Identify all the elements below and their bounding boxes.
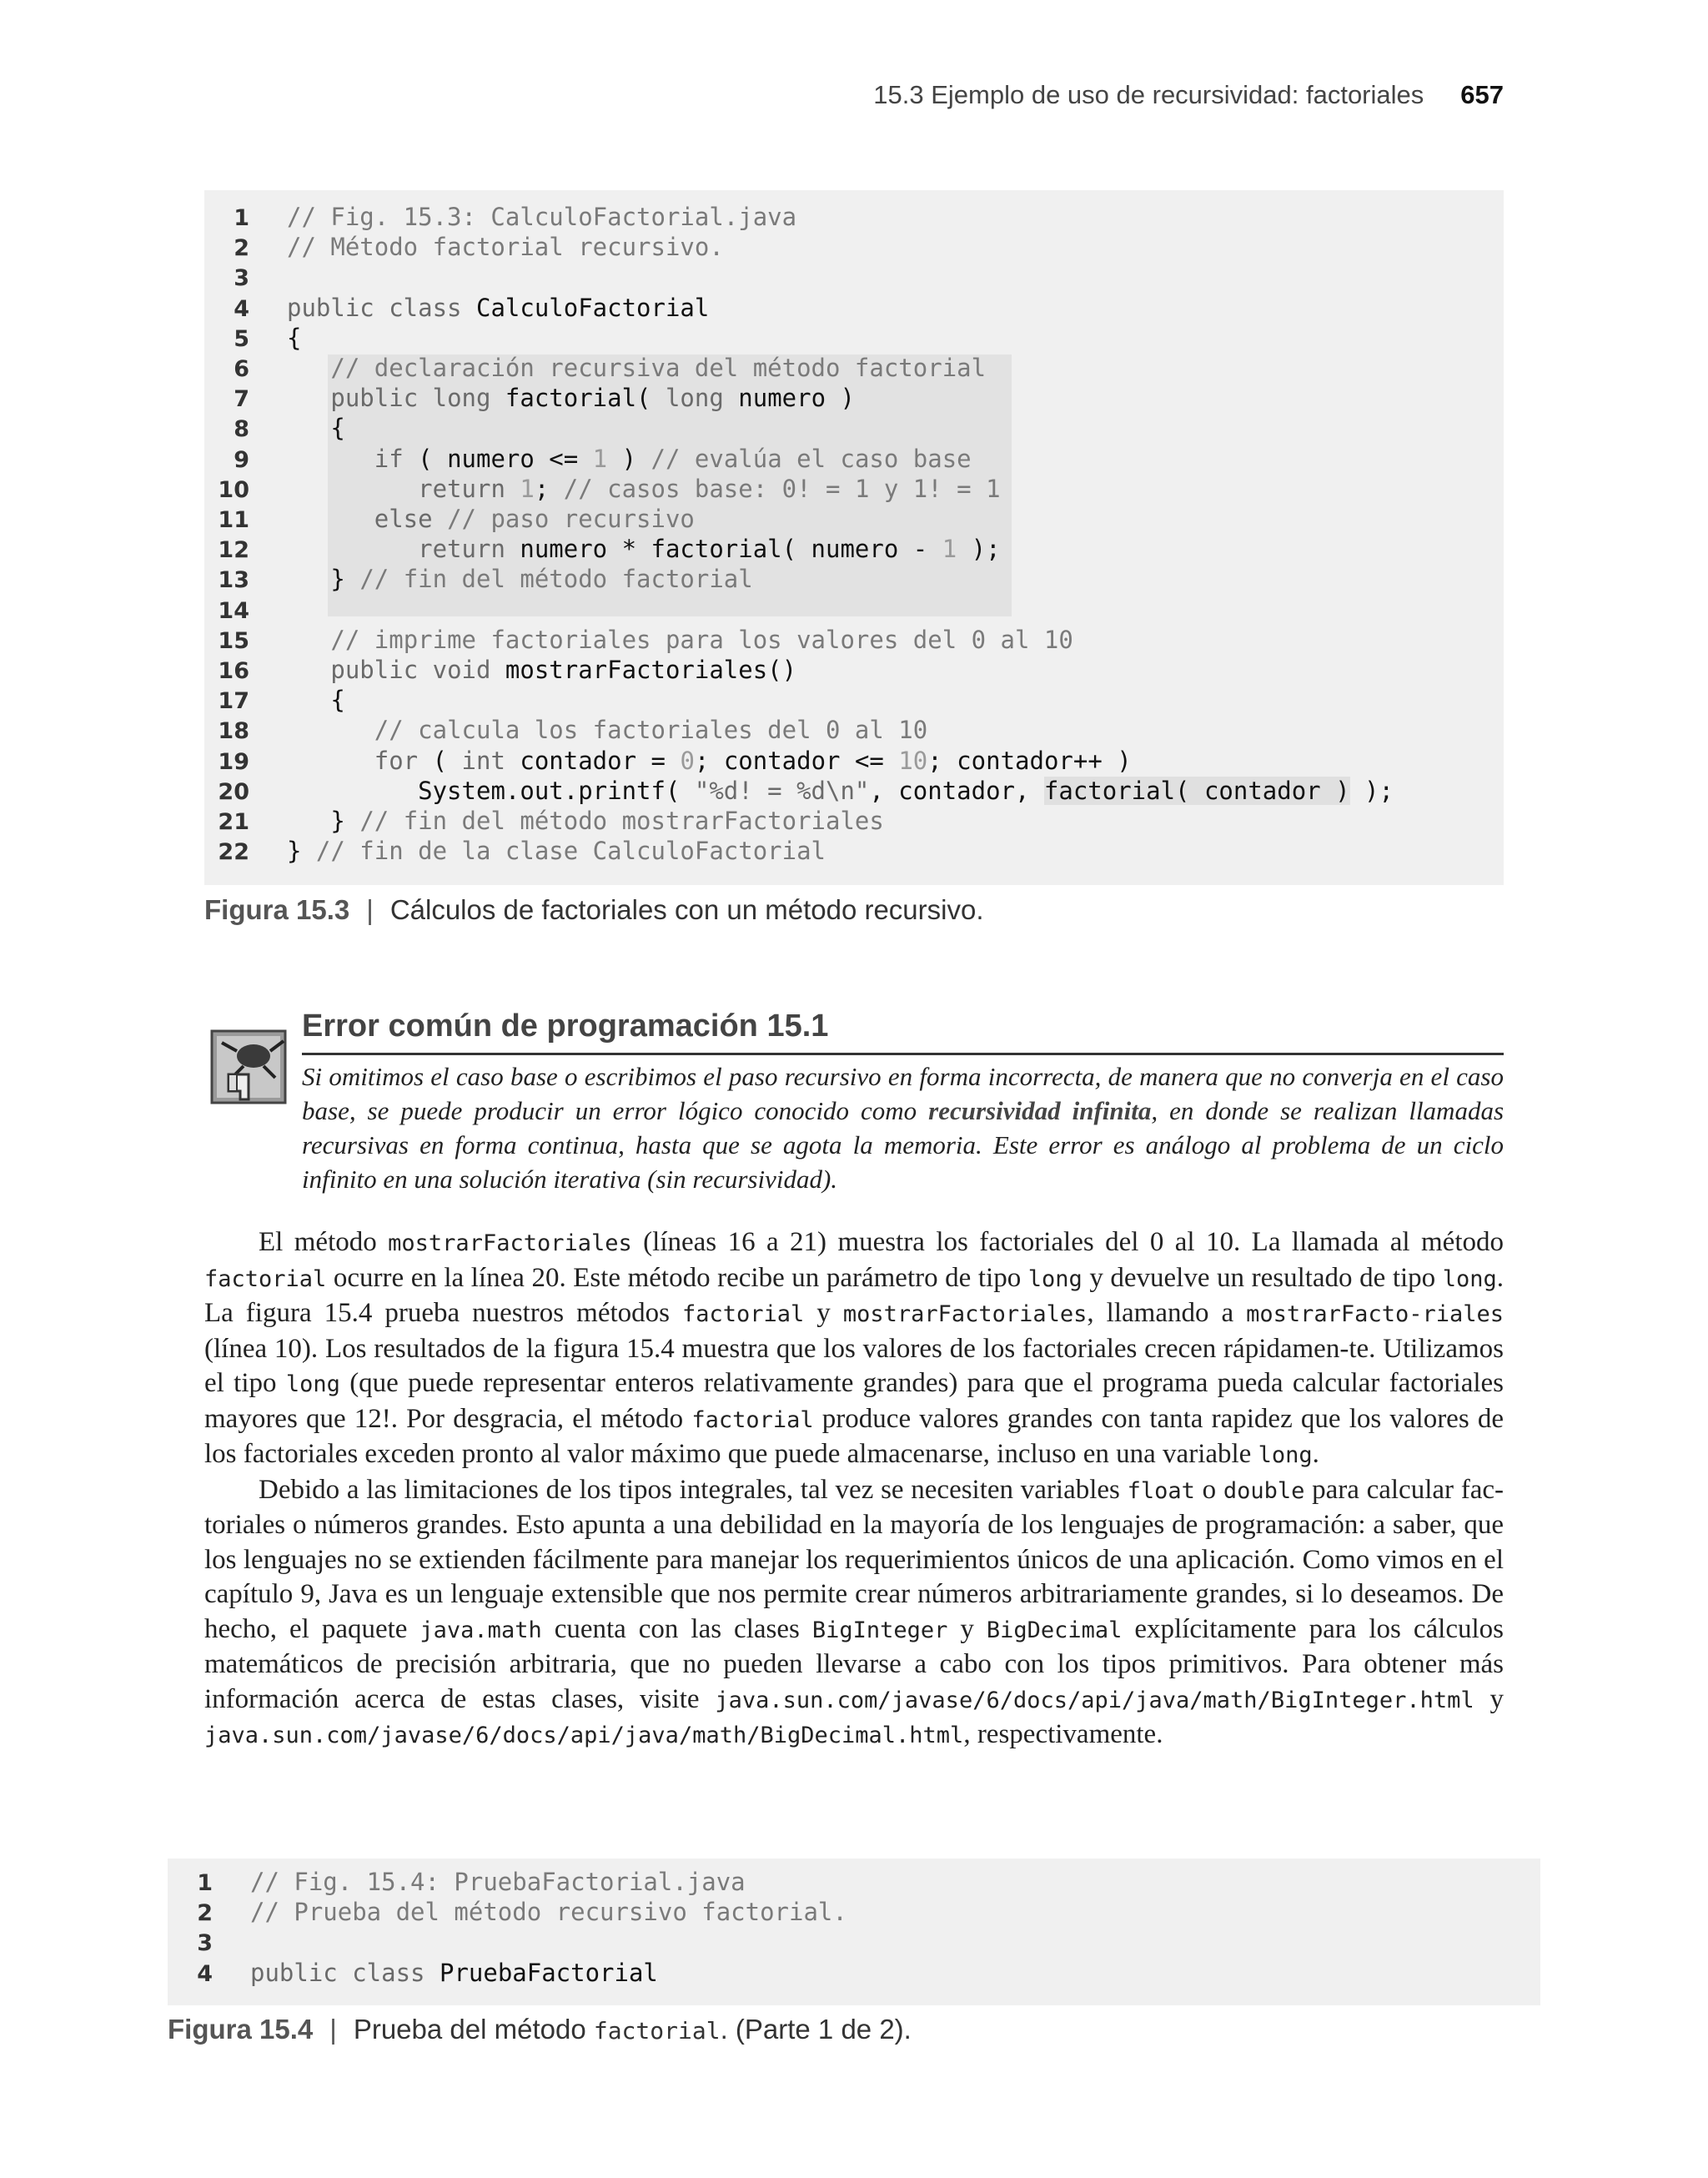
line-number: 6 bbox=[234, 356, 249, 382]
code-text: return 1; // casos base: 0! = 1 y 1! = 1 bbox=[418, 474, 1001, 503]
code-text: { bbox=[330, 414, 345, 443]
code-text: // Método factorial recursivo. bbox=[287, 233, 724, 262]
paragraph-1: El método mostrarFactoriales (líneas 16 a 21) muestra los factoriales del 0 al 10. La llamada al método factorial ocurre en la línea 20. Este método recibe un parámetro de tipo long y devuelve un resultado de tipo long. La figura 15.4 prueba nuestros métodos factorial y mostrarFactoriales, llamando a mostrarFacto-riales (línea 10). Los resultados de la figura 15.4 muestra que los valores de los factoriales crecen rápidamen-te. Utilizamos el tipo long (que puede representar enteros relativamente grandes) para que el programa pueda calcular factoriales mayores que 12!. Por desgracia, el método factorial produce valores grandes con tanta rapidez que los valores de los factoriales exceden pronto al valor máximo que puede almacenarse, incluso en una variable long. bbox=[204, 1227, 1505, 1469]
code-line bbox=[204, 836, 826, 866]
code-line bbox=[204, 746, 1132, 776]
code-line bbox=[168, 1867, 746, 1897]
error-box-text: Si omitimos el caso base o escribimos el paso recursivo en forma incorrecta, de manera que no converja en el caso base, se puede producir un error lógico conocido como recursividad infinita, en donde se realizan llamadas recursivas en forma continua, hasta que se agota la memoria. Este error es análogo al problema de un ciclo infinito en una solución iterativa (sin recursividad). bbox=[302, 1062, 1505, 1194]
line-number: 18 bbox=[218, 718, 249, 745]
code-line bbox=[204, 232, 724, 262]
code-line bbox=[204, 715, 927, 745]
code-line bbox=[168, 1927, 250, 1957]
code-line bbox=[204, 625, 1073, 655]
code-line bbox=[204, 685, 345, 715]
code-text: // Fig. 15.4: PruebaFactorial.java bbox=[250, 1868, 746, 1896]
line-number: 17 bbox=[218, 688, 249, 715]
code-text: public void mostrarFactoriales() bbox=[330, 656, 797, 684]
code-line bbox=[168, 1897, 847, 1927]
line-number: 20 bbox=[218, 778, 249, 805]
section-title: 15.3 Ejemplo de uso de recursividad: factoriales bbox=[873, 80, 1424, 109]
code-text: else // paso recursivo bbox=[374, 505, 695, 533]
line-number: 9 bbox=[234, 446, 249, 473]
line-number: 1 bbox=[197, 1870, 213, 1896]
line-number: 3 bbox=[197, 1930, 213, 1957]
figure-caption-text: Cálculos de factoriales con un método recursivo. bbox=[389, 894, 984, 925]
error-box-title: Error común de programación 15.1 bbox=[302, 1009, 829, 1044]
line-number: 14 bbox=[218, 597, 249, 624]
line-number: 2 bbox=[197, 1900, 213, 1927]
code-text: } // fin del método factorial bbox=[330, 565, 753, 594]
line-number: 4 bbox=[234, 295, 249, 322]
code-line bbox=[204, 293, 709, 323]
code-text: // calcula los factoriales del 0 al 10 bbox=[374, 716, 928, 745]
code-line bbox=[204, 776, 1394, 806]
line-number: 21 bbox=[218, 809, 249, 835]
code-text: // imprime factoriales para los valores del 0 al 10 bbox=[330, 625, 1073, 654]
paragraph-2: Debido a las limitaciones de los tipos integrales, tal vez se necesiten variables float o double para calcular fac-toriales o números grandes. Esto apunta a una debilidad en la mayoría de los lenguajes de programación: a saber, que los lenguajes no se extienden fácilmente para manejar los requerimientos únicos de una aplicación. Como vimos en el capítulo 9, Java es un lenguaje extensible que nos permite crear números arbitrariamente grandes, si lo deseamos. De hecho, el paquete java.math cuenta con las clases BigInteger y BigDecimal explícitamente para los cálculos matemáticos de precisión arbitraria, que no pueden llevarse a cabo con los tipos primitivos. Para obtener más información acerca de estas clases, visite java.sun.com/javase/6/docs/api/java/math/BigInteger.html y java.sun.com/javase/6/docs/api/java/math/BigDecimal.html, respectivamente. bbox=[204, 1474, 1504, 1749]
code-line bbox=[204, 262, 287, 292]
code-line bbox=[168, 1958, 658, 1988]
code-line bbox=[204, 806, 884, 836]
code-text: } // fin de la clase CalculoFactorial bbox=[287, 837, 826, 866]
code-text: if ( numero <= 1 ) // evalúa el caso base bbox=[374, 444, 972, 473]
code-line bbox=[204, 474, 1001, 504]
figure-label: Figura 15.4 bbox=[168, 2014, 314, 2045]
code-line bbox=[204, 504, 695, 534]
line-number: 22 bbox=[218, 839, 249, 866]
code-text: } // fin del método mostrarFactoriales bbox=[330, 807, 884, 835]
code-text: { bbox=[287, 323, 302, 352]
emphasis-term: recursividad infinita bbox=[928, 1096, 1152, 1125]
code-line bbox=[204, 564, 753, 594]
code-line bbox=[204, 323, 301, 353]
code-text: // Prueba del método recursivo factorial. bbox=[250, 1898, 847, 1927]
code-line bbox=[204, 202, 796, 232]
code-line bbox=[204, 655, 796, 685]
code-text: // declaración recursiva del método factorial bbox=[330, 354, 987, 382]
line-number: 5 bbox=[234, 325, 249, 352]
code-text: public long factorial( long numero ) bbox=[330, 384, 855, 413]
thumbs-down-bug-icon bbox=[210, 1026, 294, 1109]
code-text: for ( int contador = 0; contador <= 10; contador++ ) bbox=[374, 746, 1132, 775]
line-number: 12 bbox=[218, 537, 249, 564]
line-number: 13 bbox=[218, 567, 249, 594]
line-number: 19 bbox=[218, 748, 249, 775]
figure-15-4-caption: Figura 15.4 | Prueba del método factorial. (Parte 1 de 2). bbox=[168, 2014, 912, 2045]
code-text: public class PruebaFactorial bbox=[250, 1958, 658, 1987]
line-number: 10 bbox=[218, 476, 249, 503]
code-line bbox=[204, 383, 855, 413]
line-number: 15 bbox=[218, 627, 249, 654]
code-line bbox=[204, 413, 345, 443]
code-text: public class CalculoFactorial bbox=[287, 293, 710, 322]
line-number: 1 bbox=[234, 205, 249, 231]
line-number: 7 bbox=[234, 386, 249, 413]
code-line bbox=[204, 444, 972, 474]
line-number: 8 bbox=[234, 416, 249, 443]
line-number: 4 bbox=[197, 1960, 213, 1987]
code-text: { bbox=[330, 686, 345, 715]
figure-15-3-caption: Figura 15.3 | Cálculos de factoriales con un método recursivo. bbox=[204, 894, 984, 925]
line-number: 16 bbox=[218, 658, 249, 684]
code-listing-15-3 bbox=[204, 190, 1504, 885]
line-number: 11 bbox=[218, 507, 249, 533]
line-number: 2 bbox=[234, 235, 249, 262]
figure-label: Figura 15.3 bbox=[204, 894, 350, 925]
code-line bbox=[204, 353, 986, 383]
code-line bbox=[204, 595, 287, 625]
running-head bbox=[873, 80, 1504, 110]
code-line bbox=[204, 534, 1001, 564]
code-text: // Fig. 15.3: CalculoFactorial.java bbox=[287, 203, 797, 231]
page-number: 657 bbox=[1460, 80, 1504, 109]
code-text: System.out.printf( "%d! = %d\n", contador, factorial( contador ) ); bbox=[418, 776, 1394, 805]
code-text: return numero * factorial( numero - 1 ); bbox=[418, 535, 1001, 564]
body-text bbox=[204, 1225, 1504, 1753]
error-box-rule bbox=[302, 1053, 1504, 1055]
code-listing-15-4 bbox=[168, 1859, 1540, 2005]
line-number: 3 bbox=[234, 265, 249, 292]
